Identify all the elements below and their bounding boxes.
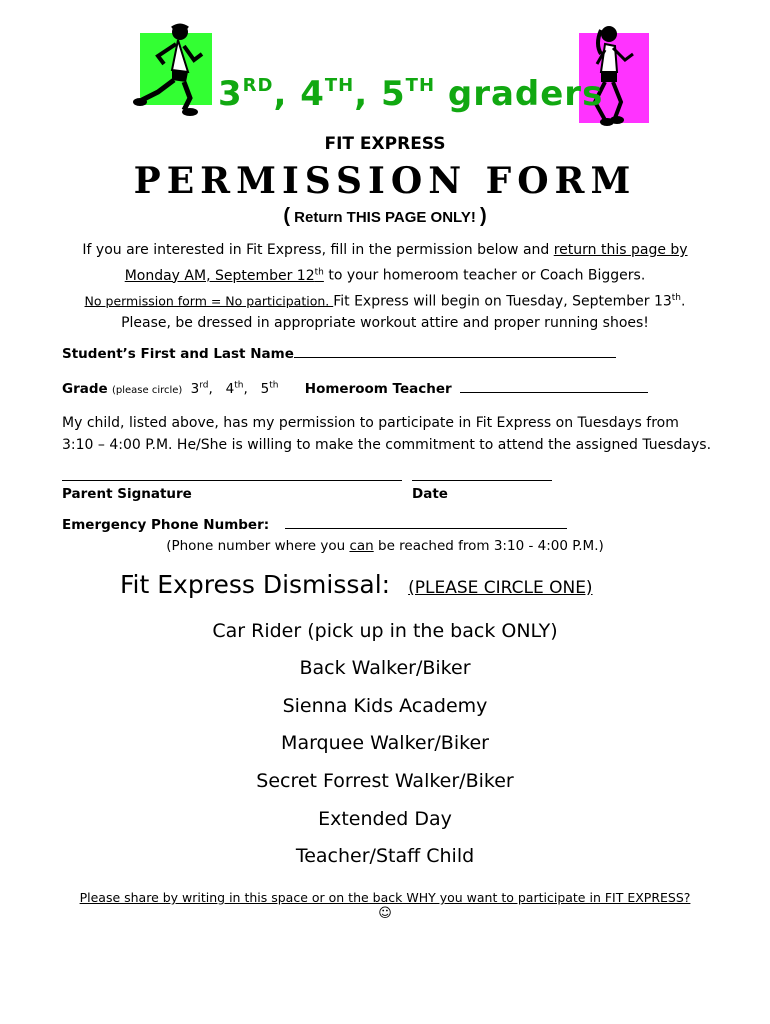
deadline-date xyxy=(125,268,324,284)
consent-line-2: 3:10 – 4:00 P.M. He/She is willing to make the commitment to attend the assigned Tuesdays. xyxy=(62,437,712,453)
grade-option-3-suffix: rd xyxy=(199,380,209,391)
dismissal-option-back-walker[interactable]: Back Walker/Biker xyxy=(299,657,471,679)
date-field[interactable] xyxy=(412,466,552,481)
dismissal-option-secret-forrest[interactable]: Secret Forrest Walker/Biker xyxy=(256,770,514,792)
homeroom-teacher-field[interactable] xyxy=(460,380,648,393)
grade-option-5-suffix: th xyxy=(269,380,279,391)
return-open-paren: ( xyxy=(283,205,290,227)
return-notice xyxy=(0,205,770,228)
grade-option-5-text: , 5 xyxy=(243,381,270,397)
intro-line-2-text: to your homeroom teacher or Coach Biggers. xyxy=(323,267,646,284)
grade-option-3-text: 3 xyxy=(190,381,200,397)
dismissal-title: Fit Express Dismissal: xyxy=(120,570,391,599)
intro-line-4: Please, be dressed in appropriate workout attire and proper running shoes! xyxy=(121,315,649,332)
phone-note-end: be reached from 3:10 - 4:00 P.M.) xyxy=(373,538,604,554)
grade-5: , 5 xyxy=(354,74,406,114)
intro-line-1 xyxy=(0,239,770,261)
deadline-date-suffix: th xyxy=(314,267,324,277)
student-name-field[interactable] xyxy=(294,345,616,358)
dismissal-option-car-rider[interactable]: Car Rider (pick up in the back ONLY) xyxy=(212,620,558,642)
grade-4: , 4 xyxy=(273,74,325,114)
dismissal-option-sienna-kids[interactable]: Sienna Kids Academy xyxy=(282,695,488,717)
parent-signature-label: Parent Signature xyxy=(62,486,192,502)
program-subtitle: FIT EXPRESS xyxy=(324,134,446,154)
start-date-text: Fit Express will begin on Tuesday, September 13 xyxy=(333,293,672,310)
return-text: Return THIS PAGE ONLY! xyxy=(289,209,481,226)
student-name-row xyxy=(62,345,616,362)
grade-option-4-text: , 4 xyxy=(208,381,235,397)
grade-row xyxy=(62,380,648,397)
no-permission-warning: No permission form = No participation. xyxy=(84,293,334,309)
intro-paragraph xyxy=(0,239,770,334)
grade-title xyxy=(218,74,603,114)
intro-line-2 xyxy=(0,261,770,287)
dismissal-option-marquee-walker[interactable]: Marquee Walker/Biker xyxy=(281,732,489,754)
intro-line-1-text: If you are interested in Fit Express, fill in the permission below and xyxy=(82,242,554,258)
dismissal-option-teacher-staff[interactable]: Teacher/Staff Child xyxy=(295,845,475,867)
homeroom-teacher-label: Homeroom Teacher xyxy=(304,381,452,397)
emergency-phone-row xyxy=(62,516,567,533)
phone-note-start: (Phone number where you xyxy=(166,538,350,554)
return-close-paren: ) xyxy=(480,205,487,227)
dismissal-option-extended-day[interactable]: Extended Day xyxy=(318,808,452,830)
phone-note-emphasis: can xyxy=(349,538,374,554)
grade-label: Grade xyxy=(62,381,108,397)
dismissal-heading xyxy=(120,570,593,599)
student-name-label: Student’s First and Last Name xyxy=(62,346,294,362)
emergency-phone-label: Emergency Phone Number: xyxy=(62,517,270,533)
grade-option-3[interactable] xyxy=(191,381,209,397)
deadline-date-text: Monday AM, September 12 xyxy=(124,267,315,284)
grade-3: 3 xyxy=(218,74,243,114)
consent-line-1: My child, listed above, has my permission to participate in Fit Express on Tuesdays from xyxy=(62,415,679,431)
grade-option-5[interactable] xyxy=(243,381,278,397)
graders-word: graders xyxy=(435,74,604,114)
form-title: PERMISSION FORM xyxy=(133,160,637,202)
male-runner-icon xyxy=(128,20,223,120)
grade-3-suffix: RD xyxy=(242,75,274,96)
parent-signature-field[interactable] xyxy=(62,466,402,481)
start-date-suffix: th xyxy=(671,292,681,303)
grade-hint: (please circle) xyxy=(111,385,183,396)
smiley-icon: ☺ xyxy=(378,906,392,921)
grade-option-4-suffix: th xyxy=(234,380,244,391)
grade-4-suffix: TH xyxy=(324,75,355,96)
date-label: Date xyxy=(412,486,448,502)
grade-5-suffix: TH xyxy=(405,75,436,96)
start-date-period: . xyxy=(681,293,686,310)
phone-note xyxy=(0,538,770,554)
consent-paragraph xyxy=(62,412,711,456)
intro-line-3 xyxy=(0,287,770,313)
emergency-phone-field[interactable] xyxy=(285,516,567,529)
circle-one-note: (PLEASE CIRCLE ONE) xyxy=(408,578,593,598)
grade-option-4[interactable] xyxy=(208,381,243,397)
share-prompt: Please share by writing in this space or on the back WHY you want to participate in FIT EXPRESS? xyxy=(79,890,691,905)
return-deadline-text: return this page by xyxy=(553,242,688,258)
